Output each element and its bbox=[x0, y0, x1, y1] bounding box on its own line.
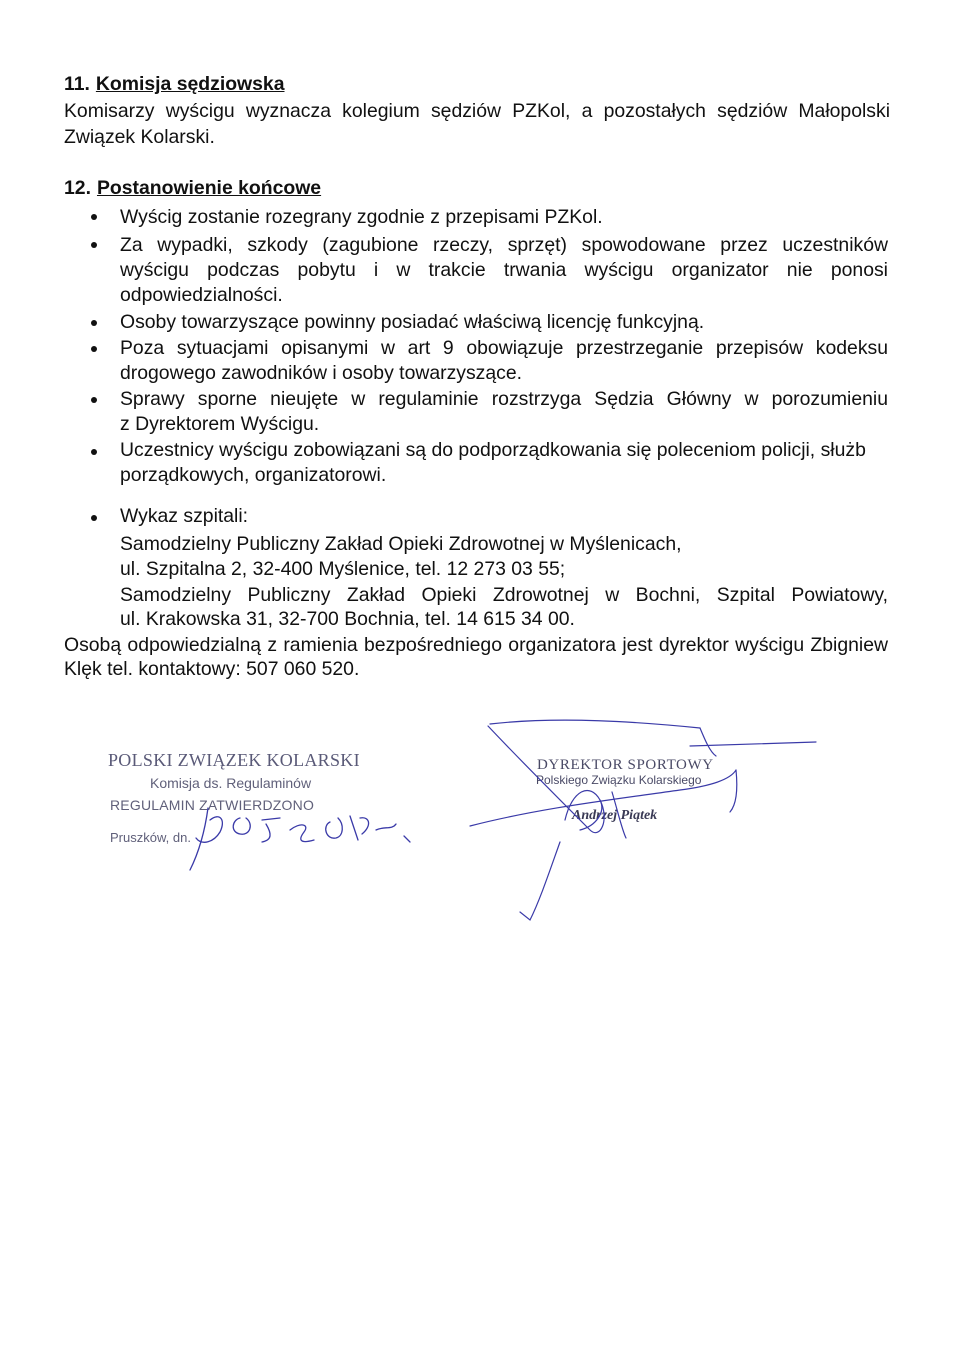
section-11-line-1: Komisarzy wyścigu wyznacza kolegium sędziów PZKol, a pozostałych sędziów Małopolski bbox=[64, 100, 890, 122]
hospital-list-label: Wykaz szpitali: bbox=[120, 505, 249, 527]
bullet-5-line-2: z Dyrektorem Wyścigu. bbox=[120, 413, 320, 435]
section-11-title: Komisja sędziowska bbox=[95, 73, 285, 95]
closing-line-2: Klęk tel. kontaktowy: 507 060 520. bbox=[64, 658, 360, 680]
hospital-1-name: Samodzielny Publiczny Zakład Opieki Zdrowotnej w Myślenicach, bbox=[120, 533, 682, 555]
section-11-line-2: Związek Kolarski. bbox=[64, 126, 215, 148]
bullet-4-line-1: Poza sytuacjami opisanymi w art 9 obowiązuje przestrzeganie przepisów kodeksu bbox=[120, 337, 888, 359]
stamp-approved: REGULAMIN ZATWIERDZONO bbox=[110, 797, 315, 813]
stamp-director-title: DYREKTOR SPORTOWY bbox=[537, 757, 714, 773]
stamp-association-name: POLSKI ZWIĄZEK KOLARSKI bbox=[108, 750, 360, 770]
bullet-4-line-2: drogowego zawodników i osoby towarzyszące. bbox=[120, 362, 523, 384]
section-12-title: Postanowienie końcowe bbox=[96, 177, 322, 199]
stamp-place-date: Pruszków, dn. bbox=[110, 830, 191, 845]
closing-line-1: Osobą odpowiedzialną z ramienia bezpośredniego organizatora jest dyrektor wyścigu Zbigniew bbox=[64, 634, 888, 656]
bullet-1-line-1: Wyścig zostanie rozegrany zgodnie z przepisami PZKol. bbox=[120, 206, 603, 228]
hospital-2-name: Samodzielny Publiczny Zakład Opieki Zdrowotnej w Bochni, Szpital Powiatowy, bbox=[120, 584, 888, 606]
section-12-number: 12. bbox=[64, 177, 91, 199]
bullet-2-line-2: wyścigu podczas pobytu i w trakcie trwania wyścigu organizator nie ponosi bbox=[120, 259, 888, 281]
bullet-6-line-1: Uczestnicy wyścigu zobowiązani są do podporządkowania się poleceniom policji, służb bbox=[120, 439, 866, 461]
stamp-commission: Komisja ds. Regulaminów bbox=[150, 775, 312, 791]
stamp-director-name: Andrzej Piątek bbox=[572, 808, 658, 823]
stamp-director-org: Polskiego Związku Kolarskiego bbox=[536, 773, 702, 787]
bullet-2-line-3: odpowiedzialności. bbox=[120, 284, 283, 306]
hospital-2-address: ul. Krakowska 31, 32-700 Bochnia, tel. 14 615 34 00. bbox=[120, 608, 575, 630]
hospital-1-address: ul. Szpitalna 2, 32-400 Myślenice, tel. 12 273 03 55; bbox=[120, 558, 566, 580]
bullet-5-line-1: Sprawy sporne nieujęte w regulaminie rozstrzyga Sędzia Główny w porozumieniu bbox=[120, 388, 888, 410]
section-11-number: 11. bbox=[64, 73, 90, 95]
bullet-2-line-1: Za wypadki, szkody (zagubione rzeczy, sprzęt) spowodowane przez uczestników bbox=[120, 234, 888, 256]
bullet-6-line-2: porządkowych, organizatorowi. bbox=[120, 464, 387, 486]
bullet-3-line-1: Osoby towarzyszące powinny posiadać właściwą licencję funkcyjną. bbox=[120, 311, 705, 333]
